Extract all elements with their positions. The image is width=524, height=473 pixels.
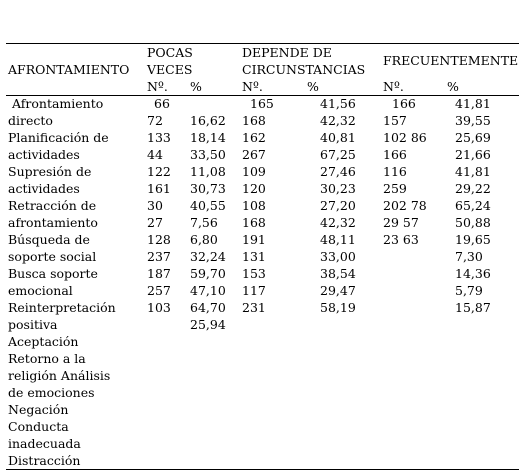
cell-pct-pocas: 30,73 <box>190 181 226 196</box>
cell-n-frecuente: 259 <box>383 181 407 196</box>
cell-pct-pocas: 7,56 <box>190 215 218 230</box>
cell-pct-frecuente: 65,24 <box>455 198 491 213</box>
cell-n-depende: 168 <box>242 215 266 230</box>
cell-n-depende: 109 <box>242 164 266 179</box>
cell-pct-depende: 41,56 <box>320 96 356 111</box>
label-line: positiva <box>8 317 58 332</box>
label-line: de emociones <box>8 385 95 400</box>
cell-pct-frecuente: 15,87 <box>455 300 491 315</box>
cell-pct-depende: 67,25 <box>320 147 356 162</box>
header-n-depende: Nº. <box>242 79 263 94</box>
cell-n-frecuente: 157 <box>383 113 407 128</box>
header-depende: DEPENDE DE <box>242 45 332 60</box>
label-line: emocional <box>8 283 73 298</box>
cell-pct-depende: 27,46 <box>320 164 356 179</box>
cell-n-depende: 120 <box>242 181 266 196</box>
cell-pct-pocas: 11,08 <box>190 164 226 179</box>
cell-pct-depende: 38,54 <box>320 266 356 281</box>
cell-pct-depende: 27,20 <box>320 198 356 213</box>
header-pct-depende: % <box>307 79 319 94</box>
header-circunstancias: CIRCUNSTANCIAS <box>242 62 366 77</box>
cell-n-pocas: 257 <box>147 283 171 298</box>
label-line: Conducta <box>8 419 69 434</box>
header-frecuentemente: FRECUENTEMENTE <box>383 53 519 68</box>
label-line: Aceptación <box>8 334 79 349</box>
cell-pct-frecuente: 14,36 <box>455 266 491 281</box>
label-line: Búsqueda de <box>8 232 90 247</box>
label-line: Planificación de <box>8 130 109 145</box>
cell-n-frecuente: 29 57 <box>383 215 419 230</box>
cell-pct-pocas: 16,62 <box>190 113 226 128</box>
label-line: soporte social <box>8 249 97 264</box>
cell-n-depende: 267 <box>242 147 266 162</box>
cell-n-depende: 165 <box>250 96 274 111</box>
cell-n-frecuente: 23 63 <box>383 232 419 247</box>
cell-pct-frecuente: 41,81 <box>455 96 491 111</box>
cell-pct-frecuente: 25,69 <box>455 130 491 145</box>
cell-pct-pocas: 64,70 <box>190 300 226 315</box>
cell-n-depende: 131 <box>242 249 266 264</box>
cell-n-depende: 231 <box>242 300 266 315</box>
label-line: actividades <box>8 147 80 162</box>
cell-n-pocas: 44 <box>147 147 163 162</box>
cell-pct-frecuente: 7,30 <box>455 249 483 264</box>
cell-n-depende: 117 <box>242 283 266 298</box>
cell-pct-frecuente: 41,81 <box>455 164 491 179</box>
label-line: religión Análisis <box>8 368 111 383</box>
header-n-pocas: Nº. <box>147 79 168 94</box>
cell-n-depende: 162 <box>242 130 266 145</box>
cell-n-pocas: 187 <box>147 266 171 281</box>
header-veces: VECES <box>147 62 193 77</box>
cell-n-depende: 153 <box>242 266 266 281</box>
cell-n-frecuente: 202 78 <box>383 198 427 213</box>
cell-n-depende: 191 <box>242 232 266 247</box>
label-line: afrontamiento <box>8 215 98 230</box>
cell-pct-depende: 58,19 <box>320 300 356 315</box>
cell-pct-depende: 42,32 <box>320 113 356 128</box>
label-line: Retorno a la <box>8 351 86 366</box>
cell-n-pocas: 133 <box>147 130 171 145</box>
cell-pct-frecuente: 19,65 <box>455 232 491 247</box>
cell-n-pocas: 161 <box>147 181 171 196</box>
cell-n-pocas: 72 <box>147 113 163 128</box>
label-line: inadecuada <box>8 436 81 451</box>
cell-pct-depende: 29,47 <box>320 283 356 298</box>
cell-pct-depende: 42,32 <box>320 215 356 230</box>
cell-pct-frecuente: 5,79 <box>455 283 483 298</box>
cell-pct-frecuente: 39,55 <box>455 113 491 128</box>
cell-pct-pocas: 47,10 <box>190 283 226 298</box>
cell-n-frecuente: 166 <box>383 147 407 162</box>
label-line: Distracción <box>8 453 81 468</box>
cell-n-pocas: 103 <box>147 300 171 315</box>
header-pct-pocas: % <box>190 79 202 94</box>
cell-pct-frecuente: 21,66 <box>455 147 491 162</box>
cell-pct-depende: 33,00 <box>320 249 356 264</box>
cell-n-pocas: 128 <box>147 232 171 247</box>
cell-pct-depende: 30,23 <box>320 181 356 196</box>
cell-n-pocas: 237 <box>147 249 171 264</box>
label-line: actividades <box>8 181 80 196</box>
cell-n-frecuente: 116 <box>383 164 407 179</box>
cell-n-pocas: 27 <box>147 215 163 230</box>
cell-pct-pocas: 59,70 <box>190 266 226 281</box>
label-line: Busca soporte <box>8 266 98 281</box>
label-line: Retracción de <box>8 198 97 213</box>
cell-n-pocas: 66 <box>154 96 170 111</box>
cell-n-frecuente: 102 86 <box>383 130 427 145</box>
cell-pct-pocas: 40,55 <box>190 198 226 213</box>
cell-pct-depende: 40,81 <box>320 130 356 145</box>
header-n-frecuente: Nº. <box>383 79 404 94</box>
cell-pct-pocas: 18,14 <box>190 130 226 145</box>
label-line: Supresión de <box>8 164 92 179</box>
cell-pct-pocas: 6,80 <box>190 232 218 247</box>
cell-pct-frecuente: 29,22 <box>455 181 491 196</box>
table-bottom-rule <box>6 469 519 470</box>
cell-pct-pocas: 32,24 <box>190 249 226 264</box>
cell-n-depende: 108 <box>242 198 266 213</box>
cell-pct-pocas: 33,50 <box>190 147 226 162</box>
cell-n-frecuente: 166 <box>392 96 416 111</box>
cell-n-pocas: 30 <box>147 198 163 213</box>
label-line: Reinterpretación <box>8 300 116 315</box>
header-afrontamiento: AFRONTAMIENTO <box>8 62 130 77</box>
label-line: Afrontamiento <box>8 96 104 111</box>
table-top-rule <box>6 43 519 44</box>
cell-pct-pocas: 25,94 <box>190 317 226 332</box>
cell-pct-depende: 48,11 <box>320 232 356 247</box>
cell-pct-frecuente: 50,88 <box>455 215 491 230</box>
label-line: Negación <box>8 402 69 417</box>
cell-n-pocas: 122 <box>147 164 171 179</box>
cell-n-depende: 168 <box>242 113 266 128</box>
header-pct-frecuente: % <box>447 79 459 94</box>
header-pocas: POCAS <box>147 45 193 60</box>
label-line: directo <box>8 113 53 128</box>
